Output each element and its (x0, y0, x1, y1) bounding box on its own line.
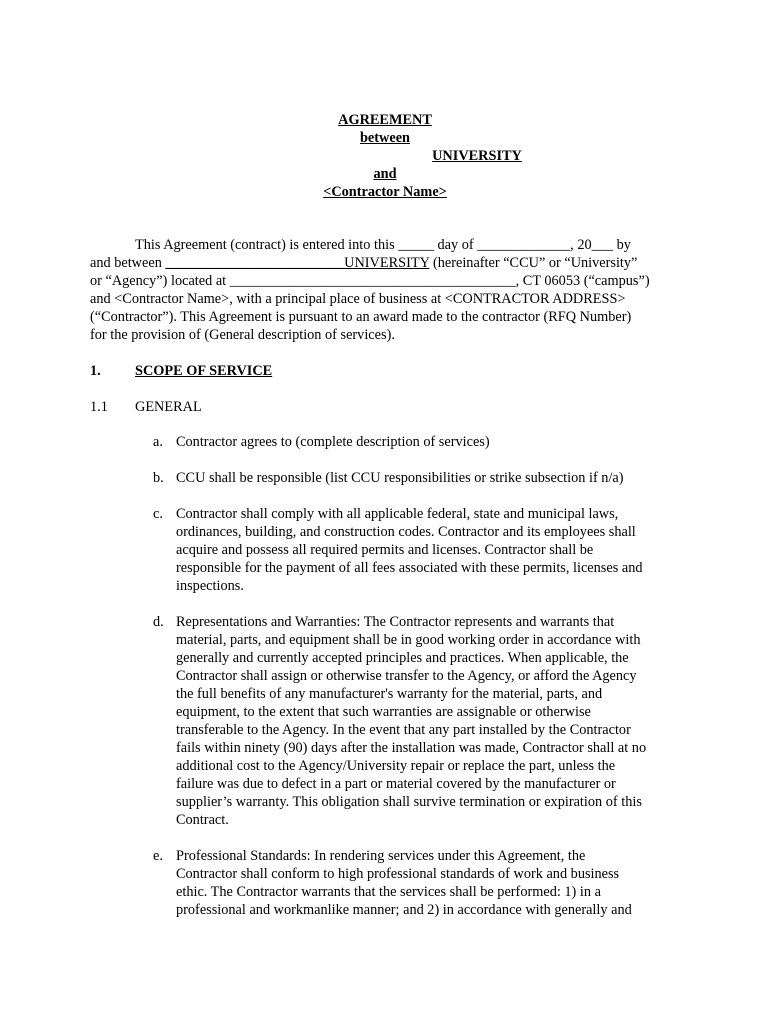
clause-d (151, 613, 681, 829)
clause-line: ethic. The Contractor warrants that the services shall be performed: 1) in a (176, 884, 601, 900)
clause-line: fails within ninety (90) days after the installation was made, Contractor shall at no (176, 740, 647, 756)
clause-marker: e. (153, 848, 163, 864)
title-between: between (359, 130, 411, 146)
section-title: SCOPE OF SERVICE (135, 363, 273, 379)
intro-line: for the provision of (General description of services). (90, 327, 395, 343)
clause-text: Contractor agrees to (complete description of services) (176, 434, 490, 450)
clause-line: Contractor shall conform to high professional standards of work and business (176, 866, 620, 882)
clause-b (151, 469, 681, 487)
clause-line: transferable to the Agency. In the event that any part installed by the Contractor (176, 722, 631, 738)
clause-line: equipment, to the extent that such warranties are assignable or otherwise (176, 704, 591, 720)
clause-line: inspections. (176, 578, 244, 594)
title-agreement: AGREEMENT (338, 112, 432, 128)
title-university-line (0, 147, 770, 165)
clause-line: the full benefits of any manufacturer's warranty for the material, parts, and (176, 686, 603, 702)
university-blank: _________________________UNIVERSITY (165, 255, 430, 271)
intro-line: This Agreement (contract) is entered into this _____ day of _____________, 20___ by (135, 237, 631, 253)
clause-marker: b. (153, 470, 164, 486)
clause-a (151, 433, 681, 451)
clause-line: supplier’s warranty. This obligation shall survive termination or expiration of this (176, 794, 642, 810)
intro-text: and between (90, 255, 166, 271)
clause-line: generally and currently accepted principles and practices. When applicable, the (176, 650, 629, 666)
clause-line: Contractor shall comply with all applicable federal, state and municipal laws, (176, 506, 619, 522)
clause-e (151, 847, 681, 919)
clause-list (151, 433, 681, 937)
clause-line: Contractor shall assign or otherwise transfer to the Agency, or afford the Agency (176, 668, 637, 684)
clause-marker: a. (153, 434, 163, 450)
clause-line: failure was due to defect in a part or material covered by the manufacturer or (176, 776, 616, 792)
title-university: UNIVERSITY (432, 148, 522, 164)
intro-paragraph (90, 236, 670, 344)
intro-line: or “Agency”) located at ________________________________________, CT 06053 (“campus”) (90, 273, 650, 289)
clause-line: professional and workmanlike manner; and 2) in accordance with generally and (176, 902, 632, 918)
section-heading (90, 362, 272, 380)
clause-c (151, 505, 681, 595)
clause-line: Professional Standards: In rendering services under this Agreement, the (176, 848, 586, 864)
agreement-title-block (0, 111, 770, 201)
clause-marker: d. (153, 614, 164, 630)
subsection-title: GENERAL (135, 399, 202, 415)
clause-marker: c. (153, 506, 163, 522)
intro-line: and <Contractor Name>, with a principal place of business at <CONTRACTOR ADDRESS> (90, 291, 626, 307)
clause-line: material, parts, and equipment shall be in good working order in accordance with (176, 632, 641, 648)
clause-line: responsible for the payment of all fees associated with these permits, licenses and (176, 560, 643, 576)
clause-line: additional cost to the Agency/University repair or replace the part, unless the (176, 758, 616, 774)
clause-line: ordinances, building, and construction codes. Contractor and its employees shall (176, 524, 636, 540)
intro-line (90, 254, 670, 272)
clause-line: Representations and Warranties: The Contractor represents and warrants that (176, 614, 615, 630)
subsection-heading (90, 398, 202, 416)
clause-line: acquire and possess all required permits and licenses. Contractor shall be (176, 542, 594, 558)
intro-text: (hereinafter “CCU” or “University” (429, 255, 638, 271)
university-name-blank (248, 147, 432, 165)
title-contractor-name: <Contractor Name> (323, 184, 447, 200)
section-number: 1. (90, 363, 101, 379)
subsection-number: 1.1 (90, 399, 108, 415)
clause-text: CCU shall be responsible (list CCU responsibilities or strike subsection if n/a) (176, 470, 624, 486)
title-and: and (373, 166, 397, 182)
intro-line: (“Contractor”). This Agreement is pursuant to an award made to the contractor (RFQ Number) (90, 309, 632, 325)
clause-line: Contract. (176, 812, 229, 828)
